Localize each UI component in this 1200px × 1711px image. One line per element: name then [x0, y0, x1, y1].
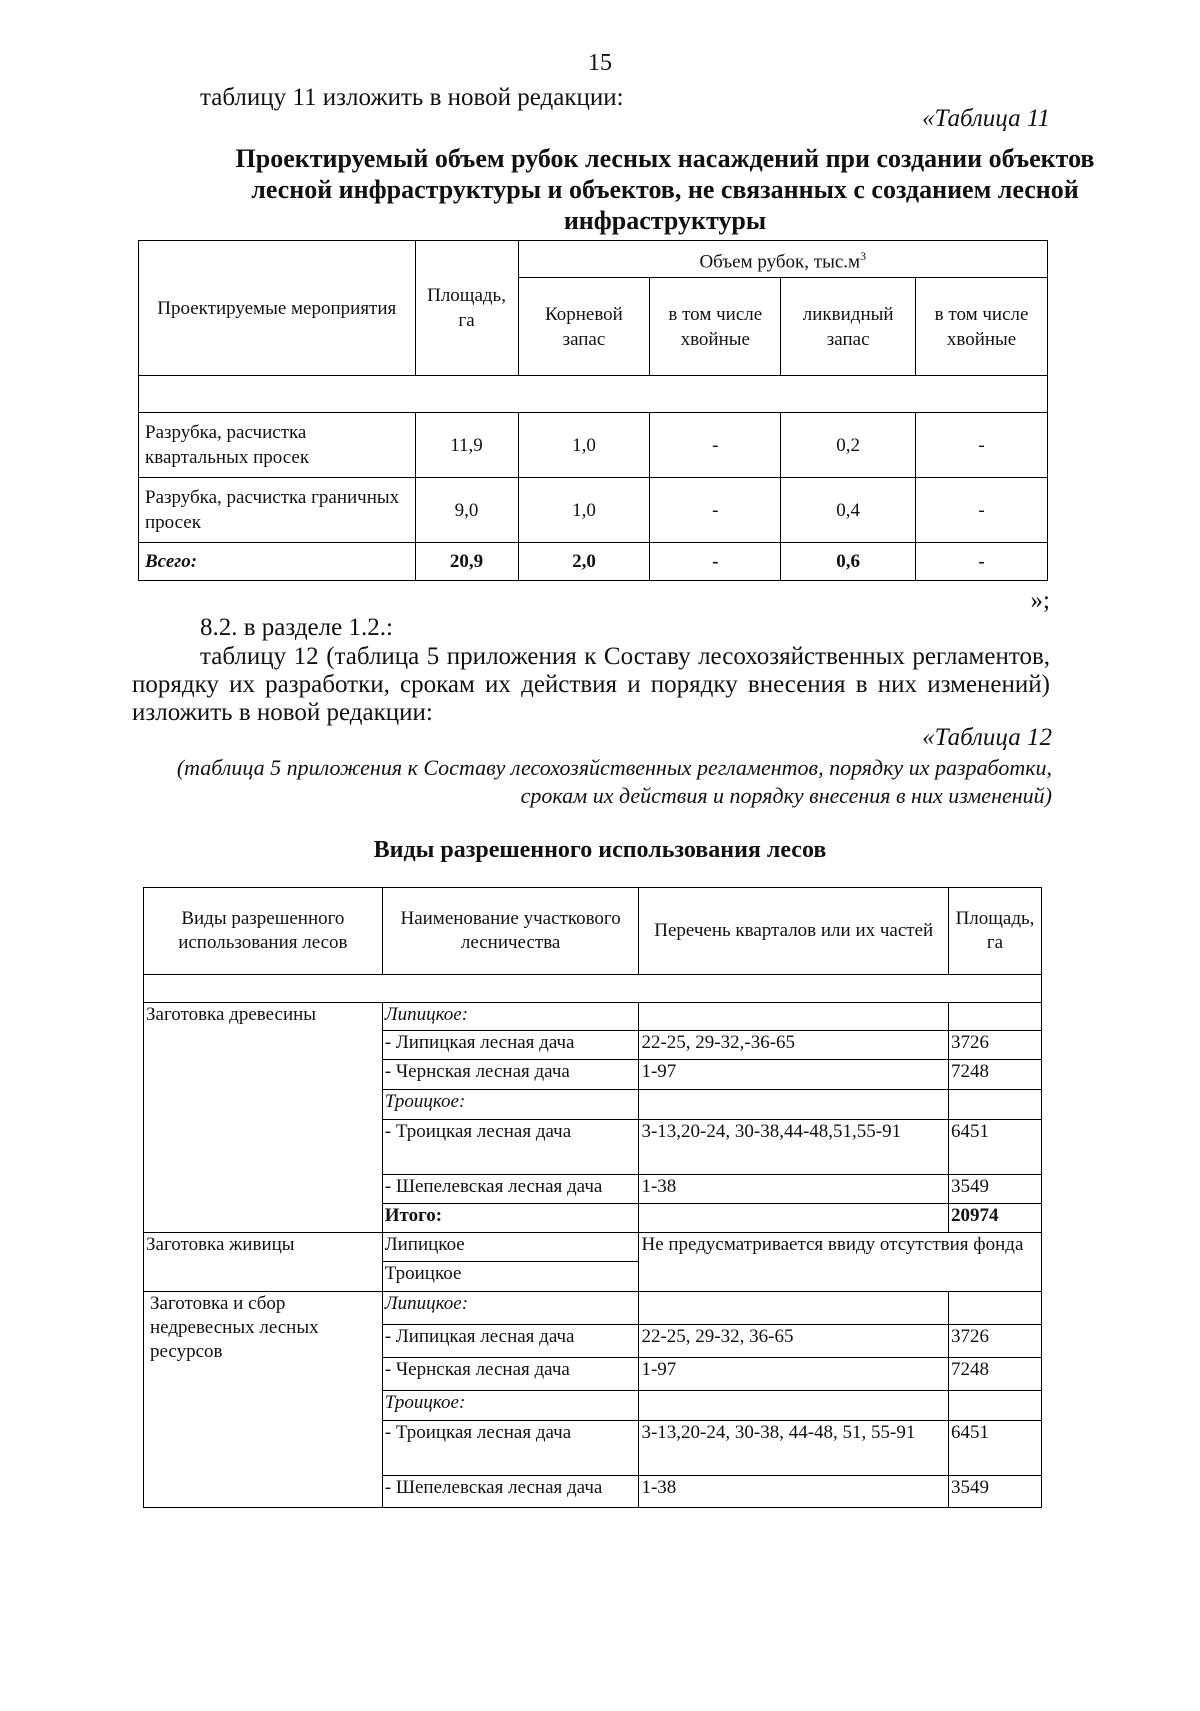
- total-conif2: -: [916, 543, 1048, 581]
- header-volume-sup: 3: [860, 248, 867, 263]
- row-area: [949, 1090, 1042, 1120]
- row-quarters: [639, 1391, 949, 1421]
- timber-total-area: 20974: [949, 1204, 1042, 1233]
- row-quarters: 3-13,20-24, 30-38, 44-48, 51, 55-91: [639, 1421, 949, 1476]
- table11-title: Проектируемый объем рубок лесных насаждений при создании объектов лесной инфраструктуры и объектов, не связанных с созданием лесной инфраструктуры: [235, 144, 1095, 235]
- row-quarters: 3-13,20-24, 30-38,44-48,51,55-91: [639, 1120, 949, 1175]
- row-quarters: 1-38: [639, 1476, 949, 1508]
- table11: [138, 240, 1048, 581]
- table12-title: Виды разрешенного использования лесов: [373, 837, 827, 863]
- header-activities: Проектируемые мероприятия: [139, 241, 416, 376]
- table-row: [144, 1292, 1042, 1325]
- row-name: - Троицкая лесная дача: [382, 1120, 639, 1175]
- table11-closing: »;: [1030, 587, 1050, 614]
- row-conif2: -: [916, 413, 1048, 478]
- row-name: - Чернская лесная дача: [382, 1060, 639, 1090]
- table12-empty-row: [144, 975, 1042, 1003]
- total-area: 20,9: [415, 543, 518, 581]
- total-name: Всего:: [139, 543, 416, 581]
- row-conif1: -: [650, 413, 781, 478]
- row-liquid: 0,4: [781, 478, 916, 543]
- row-quarters: 1-97: [639, 1060, 949, 1090]
- table11-total-row: [139, 543, 1048, 581]
- page-number: 15: [588, 50, 612, 76]
- row-area: [949, 1391, 1042, 1421]
- timber-total-label: Итого:: [382, 1204, 639, 1233]
- row-name: - Чернская лесная дача: [382, 1358, 639, 1391]
- row-area: 7248: [949, 1060, 1042, 1090]
- row-quarters: [639, 1003, 949, 1031]
- total-conif1: -: [650, 543, 781, 581]
- header-volume-group: [518, 241, 1047, 278]
- row-area: 7248: [949, 1358, 1042, 1391]
- table11-label: «Таблица 11: [921, 105, 1050, 132]
- row-name: - Троицкая лесная дача: [382, 1421, 639, 1476]
- resin-forestry-2: Троицкое: [382, 1262, 639, 1292]
- row-area: 9,0: [415, 478, 518, 543]
- row-name: - Липицкая лесная дача: [382, 1031, 639, 1060]
- timber-total-empty: [639, 1204, 949, 1233]
- row-quarters: 1-97: [639, 1358, 949, 1391]
- table12-subtitle-2: срокам их действия и порядку внесения в них изменений): [520, 783, 1052, 808]
- row-area: 3726: [949, 1031, 1042, 1060]
- para-line-3: изложить в новой редакции:: [132, 699, 433, 726]
- row-name: - Шепелевская лесная дача: [382, 1175, 639, 1204]
- header-incl-conif-1: в том числе хвойные: [650, 278, 781, 376]
- table-row: [139, 413, 1048, 478]
- intro-text: таблицу 11 изложить в новой редакции:: [200, 84, 624, 111]
- timber-type: Заготовка древесины: [144, 1003, 383, 1233]
- header-root-stock: Корневой запас: [518, 278, 650, 376]
- section-heading: 8.2. в разделе 1.2.:: [200, 614, 393, 641]
- row-name: Троицкое:: [382, 1090, 639, 1120]
- row-quarters: 1-38: [639, 1175, 949, 1204]
- header-type: Виды разрешенного использования лесов: [144, 888, 383, 975]
- header-area: Площадь, га: [949, 888, 1042, 975]
- para-line-2: порядку их разработки, срокам их действия и порядку внесения в них изменений): [132, 671, 1050, 698]
- row-area: [949, 1003, 1042, 1031]
- resin-forestry-1: Липицкое: [382, 1233, 639, 1262]
- row-quarters: 22-25, 29-32, 36-65: [639, 1325, 949, 1358]
- resin-note: Не предусматривается ввиду отсутствия фонда: [639, 1233, 1042, 1292]
- row-quarters: [639, 1292, 949, 1325]
- row-root: 1,0: [518, 478, 650, 543]
- row-area: [949, 1292, 1042, 1325]
- row-conif2: -: [916, 478, 1048, 543]
- row-conif1: -: [650, 478, 781, 543]
- resin-type: Заготовка живицы: [144, 1233, 383, 1292]
- row-area: 6451: [949, 1120, 1042, 1175]
- header-incl-conif-2: в том числе хвойные: [916, 278, 1048, 376]
- table12-label: «Таблица 12: [922, 724, 1052, 751]
- table-row: [139, 478, 1048, 543]
- row-area: 3549: [949, 1175, 1042, 1204]
- row-area: 3549: [949, 1476, 1042, 1508]
- header-liquid-stock: ликвидный запас: [781, 278, 916, 376]
- row-root: 1,0: [518, 413, 650, 478]
- header-quarters: Перечень кварталов или их частей: [639, 888, 949, 975]
- header-area: Площадь, га: [415, 241, 518, 376]
- table11-empty-row: [139, 376, 1048, 413]
- row-name: Разрубка, расчистка квартальных просек: [139, 413, 416, 478]
- row-quarters: [639, 1090, 949, 1120]
- row-name: Липицкое:: [382, 1003, 639, 1031]
- row-name: - Липицкая лесная дача: [382, 1325, 639, 1358]
- table12: [143, 887, 1042, 1508]
- row-name: Троицкое:: [382, 1391, 639, 1421]
- para-line-1: таблицу 12 (таблица 5 приложения к Составу лесохозяйственных регламентов,: [200, 643, 1050, 670]
- empty-cell: [144, 975, 1042, 1003]
- row-area: 6451: [949, 1421, 1042, 1476]
- row-name: Разрубка, расчистка граничных просек: [139, 478, 416, 543]
- header-volume-text: Объем рубок, тыс.м: [699, 251, 861, 273]
- empty-cell: [139, 376, 1048, 413]
- row-name: Липицкое:: [382, 1292, 639, 1325]
- total-liquid: 0,6: [781, 543, 916, 581]
- header-forestry: Наименование участкового лесничества: [382, 888, 639, 975]
- row-liquid: 0,2: [781, 413, 916, 478]
- row-area: 3726: [949, 1325, 1042, 1358]
- table12-subtitle-1: (таблица 5 приложения к Составу лесохозяйственных регламентов, порядку их разработки,: [176, 755, 1052, 780]
- row-name: - Шепелевская лесная дача: [382, 1476, 639, 1508]
- row-area: 11,9: [415, 413, 518, 478]
- nontimber-type: Заготовка и сбор недревесных лесных ресурсов: [144, 1292, 383, 1508]
- total-root: 2,0: [518, 543, 650, 581]
- row-quarters: 22-25, 29-32,-36-65: [639, 1031, 949, 1060]
- table-row: [144, 1003, 1042, 1031]
- resin-row: [144, 1233, 1042, 1262]
